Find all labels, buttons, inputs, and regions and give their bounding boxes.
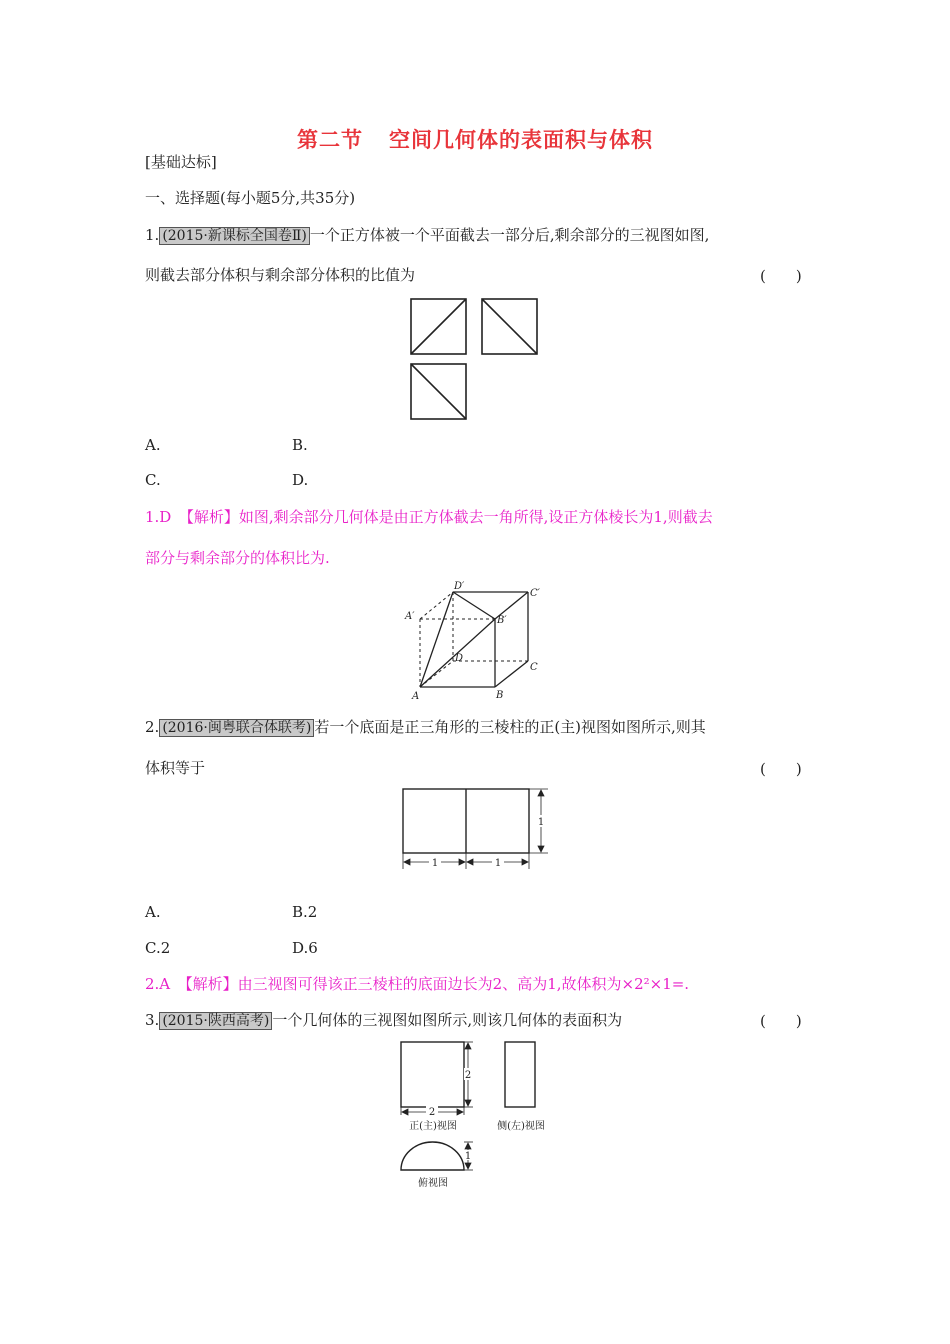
answer-paren: ( )	[760, 267, 802, 285]
question-1-line-1	[145, 225, 709, 246]
label-c1: C′	[530, 588, 540, 599]
label-c: C	[530, 662, 538, 673]
source-tag: (2016·闽粤联合体联考)	[159, 719, 314, 737]
top-view	[401, 1142, 464, 1170]
dim-width-2: 1	[494, 858, 502, 869]
title-topic: 空间几何体的表面积与体积	[389, 127, 653, 152]
answer-1-line-2: 部分与剩余部分的体积比为.	[145, 549, 330, 567]
front-view-diagonal	[411, 299, 466, 354]
label-d: D	[455, 653, 464, 664]
label-d1: D′	[454, 581, 465, 592]
three-view-figure-q3	[395, 1036, 565, 1191]
side-view	[505, 1042, 535, 1107]
answer-paren: ( )	[760, 760, 802, 778]
question-text: 一个正方体被一个平面截去一部分后,剩余部分的三视图如图,	[309, 226, 710, 244]
option-a: A.	[145, 903, 161, 921]
part-heading: 一、选择题(每小题5分,共35分)	[145, 189, 356, 207]
source-tag: (2015·陕西高考)	[159, 1012, 272, 1030]
dim-height: 1	[537, 817, 545, 828]
prism-front-view	[398, 783, 553, 873]
option-b: B.2	[292, 903, 318, 921]
dim-height: 2	[464, 1070, 472, 1081]
source-tag: (2015·新课标全国卷Ⅱ)	[159, 227, 310, 245]
title-section: 第二节	[297, 127, 363, 152]
label-b1: B′	[497, 615, 507, 626]
label-b: B	[496, 690, 504, 701]
three-view-figure	[405, 295, 545, 425]
question-text: 若一个底面是正三角形的三棱柱的正(主)视图如图所示,则其	[314, 718, 706, 736]
question-1-line-2: 则截去部分体积与剩余部分体积的比值为	[145, 266, 416, 284]
dim-width: 2	[428, 1107, 436, 1118]
question-2-line-2: 体积等于	[145, 759, 206, 777]
question-text: 一个几何体的三视图如图所示,则该几何体的表面积为	[272, 1011, 623, 1029]
answer-2: 2.A 【解析】由三视图可得该正三棱柱的底面边长为2、高为1,故体积为×2²×1=.	[145, 975, 690, 993]
cube-figure	[400, 578, 550, 703]
label-a: A	[412, 691, 420, 702]
section-label: [基础达标]	[145, 153, 217, 171]
option-c: C.	[145, 471, 161, 489]
top-view-label: 俯视图	[418, 1178, 448, 1189]
option-c: C.2	[145, 939, 171, 957]
top-view-diagonal	[411, 364, 466, 419]
question-2-line-1	[145, 717, 706, 738]
front-view-label: 正(主)视图	[409, 1121, 457, 1132]
front-view	[401, 1042, 464, 1107]
question-number: 1.	[145, 226, 160, 244]
dim-top: 1	[464, 1151, 472, 1162]
option-a: A.	[145, 436, 161, 454]
option-d: D.	[292, 471, 309, 489]
side-view-diagonal	[482, 299, 537, 354]
page-title	[0, 124, 950, 154]
option-d: D.6	[292, 939, 318, 957]
side-view-label: 侧(左)视图	[497, 1121, 545, 1132]
answer-1-line-1: 1.D 【解析】如图,剩余部分几何体是由正方体截去一角所得,设正方体棱长为1,则截去	[145, 508, 713, 526]
dim-width-1: 1	[431, 858, 439, 869]
option-b: B.	[292, 436, 308, 454]
question-number: 3.	[145, 1011, 160, 1029]
answer-paren: ( )	[760, 1012, 802, 1030]
question-3-line-1	[145, 1010, 622, 1031]
label-a1: A′	[405, 611, 415, 622]
question-number: 2.	[145, 718, 160, 736]
